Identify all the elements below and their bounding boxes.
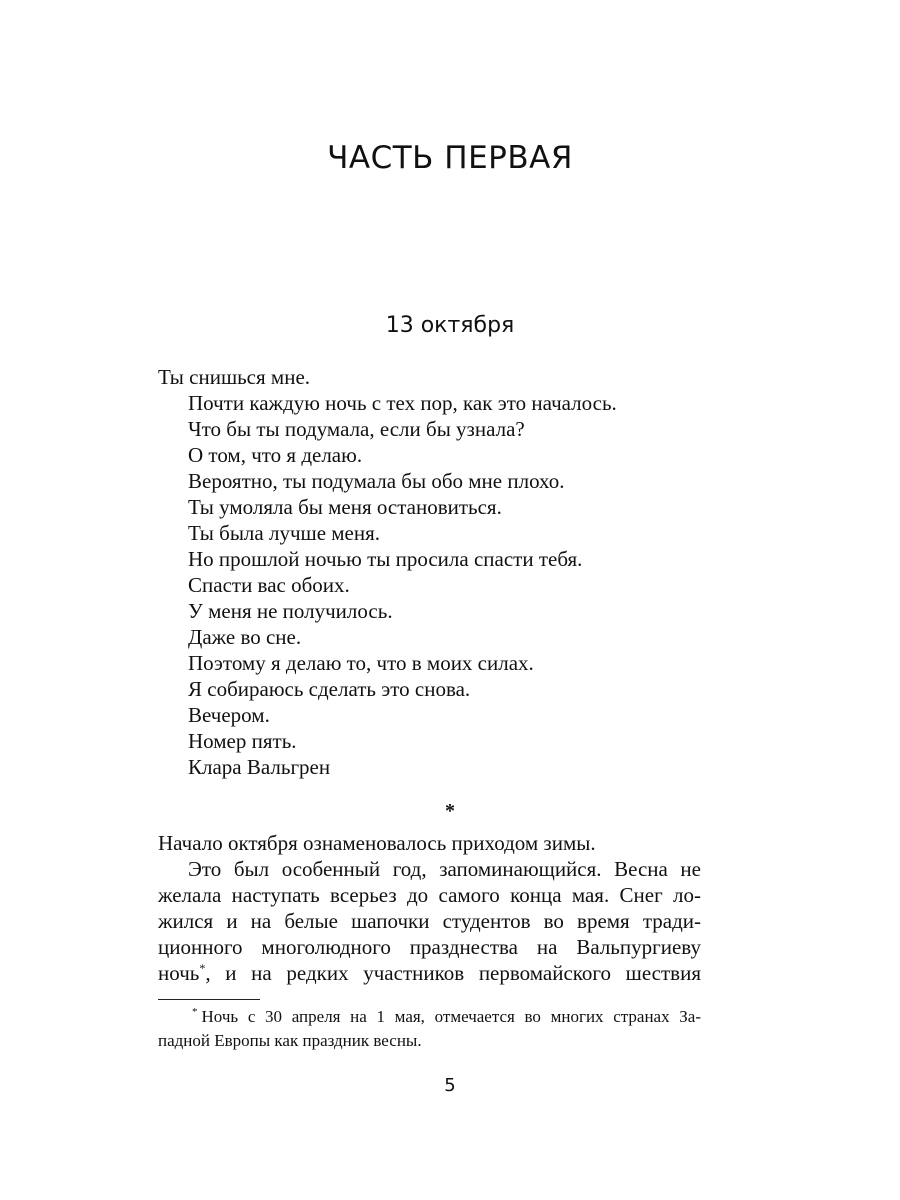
prose-fragment: ночь <box>158 961 200 985</box>
entry-line: О том, что я делаю. <box>188 443 363 467</box>
entry-line: Ты была лучше меня. <box>188 521 381 545</box>
footnote-marker: * <box>192 1006 198 1018</box>
prose-line: Это был особенный год, запоминающийся. Весна не <box>188 857 701 881</box>
entry-line: Почти каждую ночь с тех пор, как это началось. <box>188 391 617 415</box>
footnote-text: Ночь с 30 апреля на 1 мая, отмечается во многих странах За- <box>201 1007 701 1026</box>
prose-line-with-footnote <box>158 960 701 986</box>
entry-line: Ты снишься мне. <box>158 365 311 389</box>
part-title: ЧАСТЬ ПЕРВАЯ <box>327 140 573 176</box>
footnote-divider <box>158 999 260 1000</box>
entry-date-heading: 13 октября <box>385 313 515 338</box>
prose-fragment: , и на редких участников первомайского шествия <box>205 961 701 985</box>
footnote <box>158 1005 701 1053</box>
entry-line: Вероятно, ты подумала бы обо мне плохо. <box>188 469 565 493</box>
prose-line: жился и на белые шапочки студентов во время тради- <box>158 909 701 933</box>
footnote-line: падной Европы как праздник весны. <box>158 1031 422 1050</box>
entry-line: Ты умоляла бы меня остановиться. <box>188 495 502 519</box>
prose-line: Начало октября ознаменовалось приходом зимы. <box>158 831 596 855</box>
entry-line: Что бы ты подумала, если бы узнала? <box>188 417 525 441</box>
entry-line: У меня не получилось. <box>188 599 393 623</box>
entry-line: Номер пять. <box>188 729 297 753</box>
entry-line: Даже во сне. <box>188 625 302 649</box>
page-number: 5 <box>444 1075 456 1096</box>
footnote-reference[interactable]: * <box>199 961 206 975</box>
diary-entry <box>158 364 701 780</box>
entry-line: Я собираюсь сделать это снова. <box>188 677 471 701</box>
entry-line: Но прошлой ночью ты просила спасти тебя. <box>188 547 583 571</box>
body-text <box>158 830 701 986</box>
prose-line: ционного многолюдного празднества на Вальпургиеву <box>158 935 701 959</box>
entry-line: Вечером. <box>188 703 270 727</box>
entry-line: Поэтому я делаю то, что в моих силах. <box>188 651 534 675</box>
section-separator: * <box>445 800 455 822</box>
entry-signature: Клара Вальгрен <box>188 755 331 779</box>
prose-line: желала наступать всерьез до самого конца мая. Снег ло- <box>158 883 701 907</box>
footnote-line <box>158 1005 701 1029</box>
entry-line: Спасти вас обоих. <box>188 573 350 597</box>
